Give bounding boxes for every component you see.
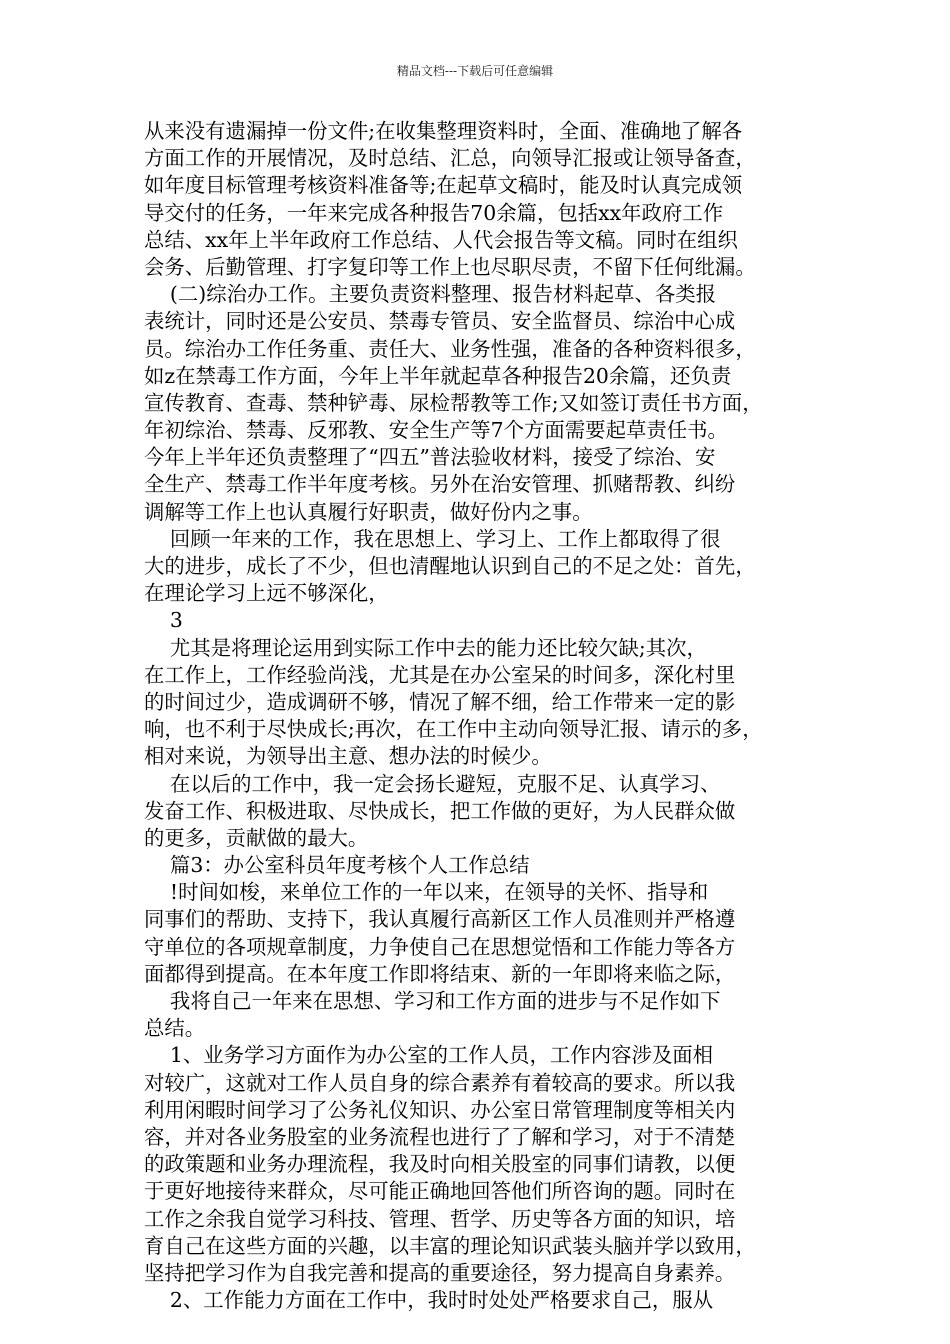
text-line: 1、业务学习方面作为办公室的工作人员，工作内容涉及面相 — [144, 1043, 714, 1068]
text-line: 利用闲暇时间学习了公务礼仪知识、办公室日常管理制度等相关内 — [144, 1097, 736, 1122]
text-line: (二)综治办工作。主要负责资料整理、报告材料起草、各类报 — [144, 282, 716, 307]
text-line: 同事们的帮助、支持下，我认真履行高新区工作人员准则并严格遵 — [144, 907, 736, 932]
text-line: 如年度目标管理考核资料准备等;在起草文稿时，能及时认真完成领 — [144, 173, 743, 198]
text-line: 相对来说，为领导出主意、想办法的时候少。 — [144, 744, 552, 769]
text-line: !时间如梭，来单位工作的一年以来，在领导的关怀、指导和 — [144, 880, 709, 905]
text-line: 如z在禁毒工作方面，今年上半年就起草各种报告20余篇，还负责 — [144, 363, 732, 388]
text-line: 方面工作的开展情况，及时总结、汇总，向领导汇报或让领导备查， — [144, 146, 756, 171]
page-header: 精品文档---下载后可任意编辑 — [396, 64, 554, 78]
text-line: 3 — [144, 608, 183, 633]
text-line: 2、工作能力方面在工作中，我时时处处严格要求自己，服从 — [144, 1288, 714, 1313]
text-line: 响，也不利于尽快成长;再次，在工作中主动向领导汇报、请示的多， — [144, 717, 763, 742]
text-line: 会务、后勤管理、打字复印等工作上也尽职尽责，不留下任何纰漏。 — [144, 254, 756, 279]
text-line: 尤其是将理论运用到实际工作中去的能力还比较欠缺;其次， — [144, 635, 707, 660]
text-line: 育自己在这些方面的兴趣，以丰富的理论知识武装头脑并学以致用， — [144, 1233, 756, 1258]
text-line: 容，并对各业务股室的业务流程也进行了了解和学习，对于不清楚 — [144, 1124, 736, 1149]
text-line: 工作之余我自觉学习科技、管理、哲学、历史等各方面的知识，培 — [144, 1206, 736, 1231]
text-line: 年初综治、禁毒、反邪教、安全生产等7个方面需要起草责任书。 — [144, 418, 728, 443]
text-line: 表统计，同时还是公安员、禁毒专管员、安全监督员、综治中心成 — [144, 309, 736, 334]
text-line: 在以后的工作中，我一定会扬长避短，克服不足、认真学习、 — [144, 771, 721, 796]
text-line: 员。综治办工作任务重、责任大、业务性强，准备的各种资料很多， — [144, 336, 756, 361]
text-line: 的时间过少，造成调研不够，情况了解不细，给工作带来一定的影 — [144, 689, 736, 714]
text-line: 的政策题和业务办理流程，我及时向相关股室的同事们请教，以便 — [144, 1152, 736, 1177]
text-line: 大的进步，成长了不少，但也清醒地认识到自己的不足之处：首先， — [144, 554, 756, 578]
text-line: 在工作上，工作经验尚浅，尤其是在办公室呆的时间多，深化村里 — [144, 662, 736, 687]
text-line: 对较广，这就对工作人员自身的综合素养有着较高的要求。所以我 — [144, 1070, 736, 1095]
text-line: 面都得到提高。在本年度工作即将结束、新的一年即将来临之际， — [144, 961, 736, 986]
text-line: 坚持把学习作为自我完善和提高的重要途径，努力提高自身素养。 — [144, 1260, 736, 1285]
text-line: 篇3：办公室科员年度考核个人工作总结 — [144, 853, 530, 878]
text-line: 全生产、禁毒工作半年度考核。另外在治安管理、抓赌帮教、纠纷 — [144, 472, 736, 497]
text-line: 今年上半年还负责整理了“四五”普法验收材料，接受了综治、安 — [144, 445, 716, 470]
text-line: 我将自己一年来在思想、学习和工作方面的进步与不足作如下 — [144, 989, 721, 1013]
text-line: 于更好地接待来群众，尽可能正确地回答他们所咨询的题。同时在 — [144, 1179, 736, 1204]
text-line: 宣传教育、查毒、禁种铲毒、尿检帮教等工作;又如签订责任书方面， — [144, 390, 763, 415]
text-line: 的更多，贡献做的最大。 — [144, 825, 369, 850]
text-line: 发奋工作、积极进取、尽快成长，把工作做的更好，为人民群众做 — [144, 798, 736, 823]
text-line: 回顾一年来的工作，我在思想上、学习上、工作上都取得了很 — [144, 526, 721, 551]
text-line: 守单位的各项规章制度，力争使自己在思想觉悟和工作能力等各方 — [144, 934, 736, 959]
text-line: 导交付的任务，一年来完成各种报告70余篇，包括xx年政府工作 — [144, 200, 724, 225]
text-line: 调解等工作上也认真履行好职责，做好份内之事。 — [144, 499, 593, 524]
text-line: 从来没有遗漏掉一份文件;在收集整理资料时，全面、准确地了解各 — [144, 119, 743, 143]
document-body — [144, 118, 824, 1314]
text-line: 在理论学习上远不够深化， — [144, 581, 389, 606]
text-line: 总结。 — [144, 1016, 206, 1041]
text-line: 总结、xx年上半年政府工作总结、人代会报告等文稿。同时在组织 — [144, 227, 738, 252]
